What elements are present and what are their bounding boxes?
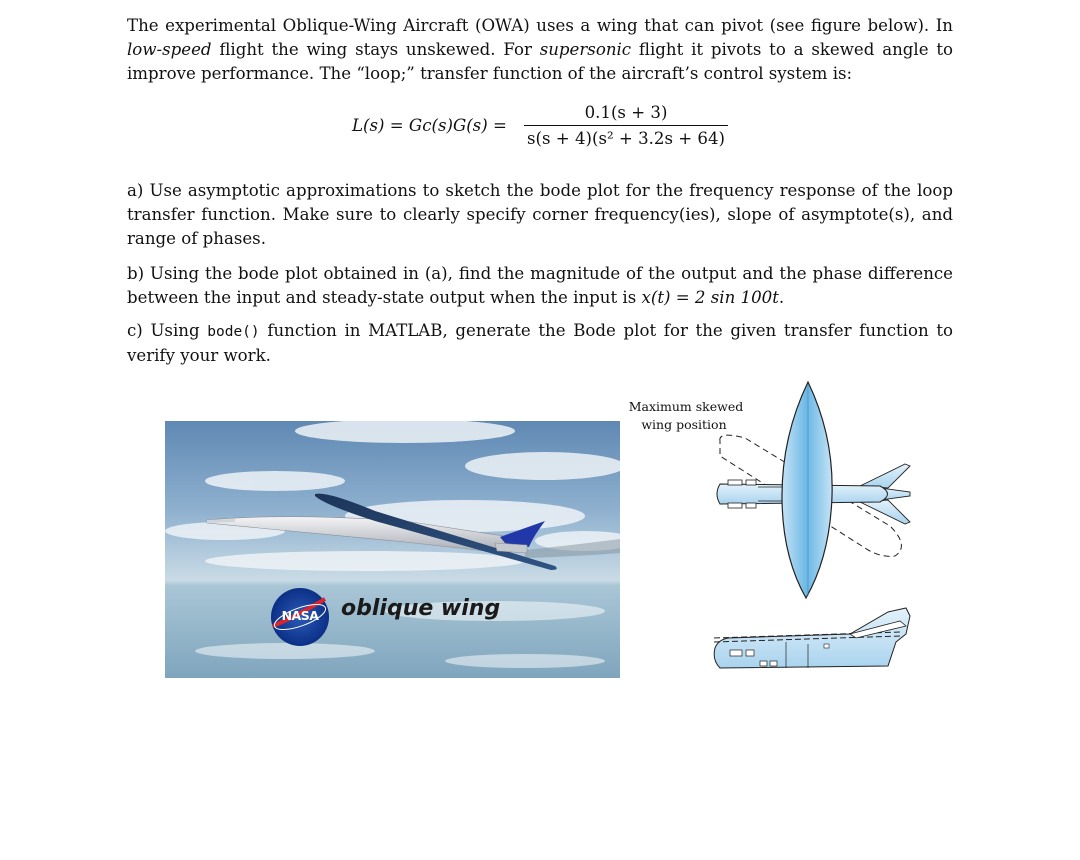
- intro-paragraph: [127, 14, 953, 86]
- intro-text-3: flight it pivots to a skewed angle to improve performance. The “loop;” transfer function of the aircraft’s control system is:: [127, 40, 953, 83]
- part-b-text: b) Using the bode plot obtained in (a), find the magnitude of the output and the phase difference between the input and steady-state output when the input is: [127, 264, 953, 307]
- diagram-label-line1: Maximum skewed: [628, 399, 744, 414]
- part-c-suffix: function in MATLAB, generate the Bode plot for the given transfer function to verify your work.: [127, 321, 953, 365]
- intro-emphasis-supersonic: supersonic: [539, 40, 632, 59]
- fraction-bar: [524, 125, 728, 126]
- intro-text-2: flight the wing stays unskewed. For: [211, 40, 540, 59]
- question-part-c: [127, 319, 953, 368]
- oblique-wing-diagram: [610, 376, 930, 686]
- photo-caption: oblique wing: [341, 596, 501, 621]
- part-b-end: .: [778, 288, 785, 307]
- part-c-prefix: c) Using: [127, 321, 208, 340]
- equation-lhs: L(s) = Gc(s)G(s) =: [352, 116, 507, 135]
- question-part-a: a) Use asymptotic approximations to sketch the bode plot for the frequency response of the loop transfer function. Make sure to clearly specify corner frequency(ies), slope of asymptote(s), and range of phases.: [127, 181, 953, 248]
- equation-numerator: 0.1(s + 3): [584, 103, 668, 122]
- nasa-logo-text: NASA: [281, 608, 319, 623]
- question-part-b: [127, 262, 953, 310]
- equation-denominator: s(s + 4)(s² + 3.2s + 64): [526, 129, 726, 148]
- equation-fraction: [524, 101, 728, 151]
- intro-text-1: The experimental Oblique-Wing Aircraft (OWA) uses a wing that can pivot (see figure below). In: [127, 16, 953, 35]
- part-c-code: bode(): [207, 324, 260, 340]
- aircraft-photo-illustration: [165, 421, 620, 678]
- diagram-label-line2: wing position: [641, 417, 727, 432]
- part-b-formula: x(t) = 2 sin 100t: [641, 288, 779, 307]
- transfer-function-equation: [0, 101, 1080, 155]
- oblique-wing-photo: [165, 421, 620, 678]
- intro-emphasis-low-speed: low-speed: [127, 40, 212, 59]
